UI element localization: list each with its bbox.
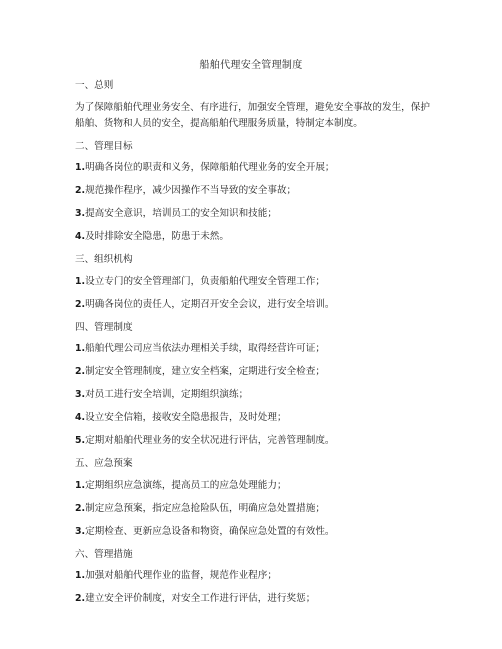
item-text: 对员工进行安全培训，定期组织演练； <box>85 389 249 400</box>
list-item <box>75 275 430 288</box>
section-heading: 六、管理措施 <box>75 548 133 560</box>
section-heading: 一、总则 <box>75 80 114 91</box>
list-item <box>75 365 430 378</box>
list-item <box>75 184 430 197</box>
item-text: 定期对船舶代理业务的安全状况进行评估，完善管理制度。 <box>85 435 335 446</box>
item-number: 4. <box>75 412 86 423</box>
list-item <box>75 342 430 355</box>
list-item <box>75 230 430 243</box>
list-item <box>75 388 430 401</box>
item-text: 设立专门的安全管理部门，负责船舶代理安全管理工作； <box>85 275 325 287</box>
section-heading: 四、管理制度 <box>75 321 133 333</box>
list-item <box>75 592 430 605</box>
item-number: 1. <box>75 479 86 491</box>
item-number: 1. <box>75 343 86 354</box>
item-text: 提高安全意识，培训员工的安全知识和技能； <box>85 208 277 219</box>
item-text: 明确各岗位的责任人，定期召开安全会议，进行安全培训。 <box>85 298 335 310</box>
list-item <box>75 479 430 492</box>
item-number: 2. <box>75 185 86 196</box>
item-text: 及时排除安全隐患，防患于未然。 <box>85 231 229 242</box>
item-number: 1. <box>75 570 86 581</box>
list-item <box>75 207 430 220</box>
item-number: 3. <box>75 389 86 400</box>
item-text: 规范操作程序，减少因操作不当导致的安全事故； <box>85 185 297 196</box>
item-number: 2. <box>75 298 86 310</box>
item-number: 1. <box>75 275 86 287</box>
item-number: 2. <box>75 502 86 514</box>
section-heading: 三、组织机构 <box>75 254 133 265</box>
item-text: 制定应急预案，指定应急抢险队伍，明确应急处置措施； <box>85 502 325 514</box>
list-item <box>75 502 430 515</box>
item-number: 1. <box>75 162 86 173</box>
section-heading: 五、应急预案 <box>75 458 133 469</box>
section-heading: 二、管理目标 <box>75 140 133 152</box>
item-text: 定期检查、更新应急设备和物资，确保应急处置的有效性。 <box>85 525 335 537</box>
item-number: 2. <box>75 593 86 604</box>
item-text: 设立安全信箱，接收安全隐患报告，及时处理； <box>85 412 287 423</box>
list-item <box>75 161 430 174</box>
item-text: 加强对船舶代理作业的监督，规范作业程序； <box>85 570 277 581</box>
item-number: 5. <box>75 435 86 446</box>
list-item <box>75 569 430 582</box>
item-text: 建立安全评价制度，对安全工作进行评估，进行奖惩； <box>85 593 316 604</box>
list-item <box>75 411 430 424</box>
document-title: 船舶代理安全管理制度 <box>199 60 303 71</box>
item-number: 3. <box>75 208 86 219</box>
list-item <box>75 434 430 447</box>
list-item <box>75 298 430 311</box>
section-paragraph: 为了保障船舶代理业务安全、有序进行，加强安全管理，避免安全事故的发生，保护船舶、货物和人员的安全，提高船舶代理服务质量，特制定本制度。 <box>75 101 430 129</box>
item-text: 定期组织应急演练，提高员工的应急处理能力； <box>85 479 287 491</box>
item-text: 船舶代理公司应当依法办理相关手续，取得经营许可证； <box>85 343 325 354</box>
document-body <box>75 79 430 615</box>
item-number: 2. <box>75 366 86 377</box>
item-number: 3. <box>75 525 86 537</box>
item-text: 明确各岗位的职责和义务，保障船舶代理业务的安全开展； <box>85 162 335 173</box>
item-number: 4. <box>75 231 86 242</box>
list-item <box>75 525 430 538</box>
item-text: 制定安全管理制度，建立安全档案，定期进行安全检查； <box>85 366 325 377</box>
